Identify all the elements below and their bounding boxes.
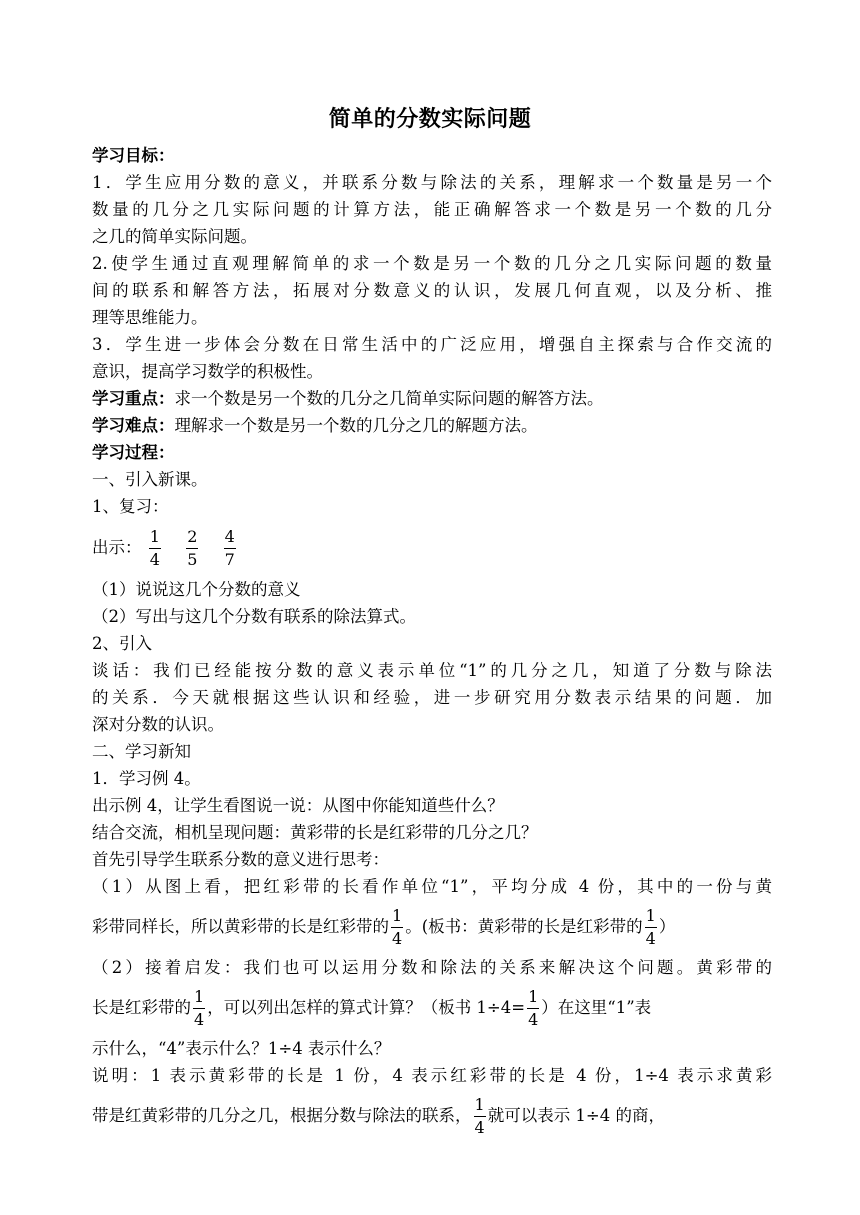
question-1: （1）说说这几个分数的意义 xyxy=(92,580,301,599)
fraction-1-4: $\frac{1}{4}$ xyxy=(149,527,160,569)
paragraph2-line-3: 示什么，“4”表示什么？1÷4 表示什么？ xyxy=(92,1039,391,1058)
key-point-label: 学习重点： xyxy=(92,389,175,408)
paragraph2-text-a: 长是红彩带的 xyxy=(92,998,191,1017)
show-fractions-line xyxy=(92,520,772,576)
objective-2-line-2: 间的联系和解答方法，拓展对分数意义的认识，发展几何直观，以及分析、推 xyxy=(92,281,772,300)
paragraph1-text-b: 。(板书：黄彩带的长是红彩带的 xyxy=(405,917,643,936)
document-body xyxy=(92,142,772,1143)
difficulty-text: 理解求一个数是另一个数的几分之几的解题方法。 xyxy=(174,416,538,435)
objective-3-line-2: 意识，提高学习数学的积极性。 xyxy=(92,362,323,381)
fraction-4-7: $\frac{4}{7}$ xyxy=(224,527,235,569)
objective-1-line-1: 1．学生应用分数的意义，并联系分数与除法的关系，理解求一个数量是另一个 xyxy=(92,173,772,192)
show-label: 出示： xyxy=(92,538,142,557)
show-example: 出示例 4，让学生看图说一说：从图中你能知道些什么？ xyxy=(92,796,504,815)
objective-1-line-2: 数量的几分之几实际问题的计算方法，能正确解答求一个数是另一个数的几分 xyxy=(92,200,772,219)
objective-2-line-3: 理等思维能力。 xyxy=(92,308,208,327)
talk-line-2: 的关系．今天就根据这些认识和经验，进一步研究用分数表示结果的问题．加 xyxy=(92,688,772,707)
difficulty-label: 学习难点： xyxy=(92,416,175,435)
paragraph1-text-a: 彩带同样长，所以黄彩带的长是红彩带的 xyxy=(92,917,389,936)
combine-question: 结合交流，相机呈现问题：黄彩带的长是红彩带的几分之几？ xyxy=(92,823,538,842)
question-2: （2）写出与这几个分数有联系的除法算式。 xyxy=(92,607,416,626)
part2-heading: 二、学习新知 xyxy=(92,742,191,761)
fraction-quarter: $\frac{1}{4}$ xyxy=(194,987,205,1029)
explain-text-a: 带是红黄彩带的几分之几，根据分数与除法的联系， xyxy=(92,1106,472,1125)
part1-heading: 一、引入新课。 xyxy=(92,470,208,489)
example-heading: 1．学习例 4。 xyxy=(92,769,201,788)
paragraph1-text-c: ） xyxy=(658,917,676,936)
objective-1-line-3: 之几的简单实际问题。 xyxy=(92,227,257,246)
paragraph2-line-2 xyxy=(92,981,772,1035)
fraction-quarter: $\frac{1}{4}$ xyxy=(528,987,539,1029)
fraction-quarter: $\frac{1}{4}$ xyxy=(392,906,403,948)
talk-line-3: 深对分数的认识。 xyxy=(92,715,224,734)
key-point-text: 求一个数是另一个数的几分之几简单实际问题的解答方法。 xyxy=(174,389,604,408)
fraction-quarter: $\frac{1}{4}$ xyxy=(474,1095,485,1137)
paragraph1-line-2 xyxy=(92,900,772,954)
paragraph1-line-1: （1）从图上看，把红彩带的长看作单位“1”，平均分成 4 份，其中的一份与黄 xyxy=(92,877,772,896)
key-point xyxy=(92,385,772,412)
explain-line-1: 说明：1 表示黄彩带的长是 1 份，4 表示红彩带的长是 4 份，1÷4 表示求黄彩 xyxy=(92,1066,772,1085)
objective-2-line-1: 2.使学生通过直观理解简单的求一个数是另一个数的几分之几实际问题的数量 xyxy=(92,254,772,273)
explain-text-b: 就可以表示 1÷4 的商， xyxy=(487,1106,665,1125)
talk-line-1: 谈话：我们已经能按分数的意义表示单位“1”的几分之几，知道了分数与除法 xyxy=(92,661,772,680)
objective-3-line-1: 3．学生进一步体会分数在日常生活中的广泛应用，增强自主探索与合作交流的 xyxy=(92,335,772,354)
fraction-2-5: $\frac{2}{5}$ xyxy=(187,527,198,569)
intro-label: 2、引入 xyxy=(92,634,152,653)
explain-line-2 xyxy=(92,1089,772,1143)
fraction-quarter: $\frac{1}{4}$ xyxy=(645,906,656,948)
process-heading: 学习过程： xyxy=(92,443,175,462)
paragraph2-text-b: ，可以列出怎样的算式计算？（板书 1÷4= xyxy=(207,998,526,1017)
objectives-heading: 学习目标： xyxy=(92,146,175,165)
difficulty xyxy=(92,412,772,439)
page-title: 简单的分数实际问题 xyxy=(328,107,532,132)
paragraph2-line-1: （2）接着启发：我们也可以运用分数和除法的关系来解决这个问题。黄彩带的 xyxy=(92,958,772,977)
paragraph2-text-c: ）在这里“1”表 xyxy=(541,998,652,1017)
review-label: 1、复习： xyxy=(92,497,169,516)
guide-text: 首先引导学生联系分数的意义进行思考： xyxy=(92,850,389,869)
